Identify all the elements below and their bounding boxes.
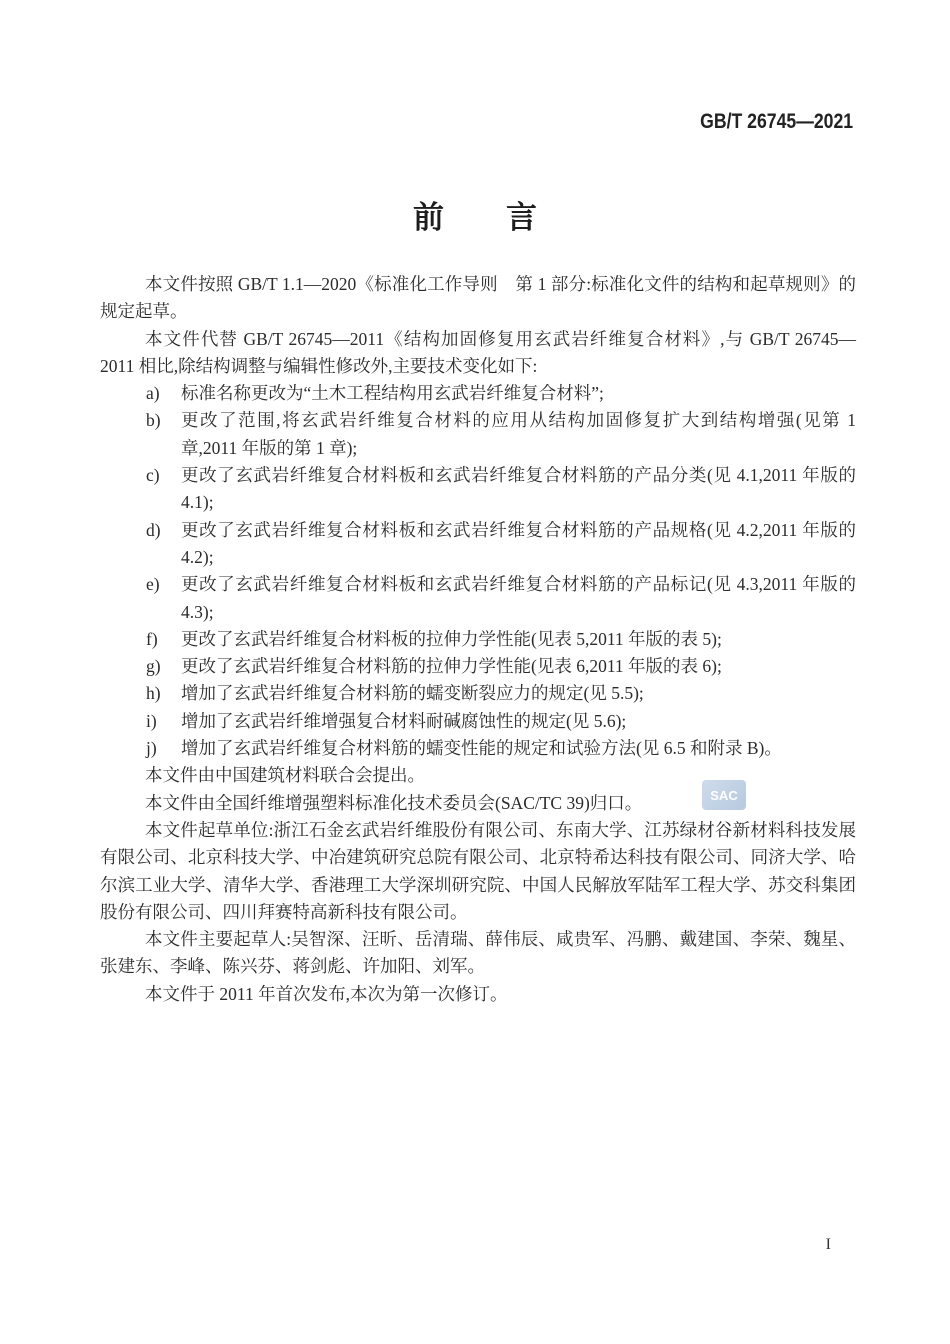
change-item	[100, 517, 856, 572]
change-item	[100, 708, 856, 735]
change-marker: h)	[146, 683, 161, 704]
change-marker: b)	[146, 410, 161, 431]
change-item	[100, 407, 856, 462]
change-text: 增加了玄武岩纤维复合材料筋的蠕变性能的规定和试验方法(见 6.5 和附录 B)。	[181, 738, 782, 759]
change-text: 标准名称更改为“土木工程结构用玄武岩纤维复合材料”;	[181, 383, 604, 404]
sac-watermark-icon: SAC	[702, 780, 746, 810]
outro-paragraph: 本文件由中国建筑材料联合会提出。	[145, 765, 425, 786]
standard-code: GB/T 26745—2021	[700, 110, 853, 133]
change-marker: e)	[146, 574, 160, 595]
change-item	[100, 626, 856, 653]
change-marker: i)	[146, 710, 157, 731]
change-item	[100, 462, 856, 517]
change-item	[100, 380, 856, 407]
change-marker: f)	[146, 628, 158, 649]
change-marker: d)	[146, 519, 161, 540]
outro-paragraph: 本文件于 2011 年首次发布,本次为第一次修订。	[145, 983, 508, 1004]
change-text: 增加了玄武岩纤维复合材料筋的蠕变断裂应力的规定(见 5.5);	[181, 683, 644, 704]
outro-paragraph: 本文件主要起草人:吴智深、汪昕、岳清瑞、薛伟辰、咸贵军、冯鹏、戴建国、李荣、魏星、张建东、李峰、陈兴芬、蒋剑彪、许加阳、刘军。	[100, 929, 856, 977]
outro-paragraph: 本文件起草单位:浙江石金玄武岩纤维股份有限公司、东南大学、江苏绿材谷新材料科技发展有限公司、北京科技大学、中冶建筑研究总院有限公司、北京特希达科技有限公司、同济大学、哈尔滨工业大学、清华大学、香港理工大学深圳研究院、中国人民解放军陆军工程大学、苏交科集团股份有限公司、四川拜赛特高新科技有限公司。	[100, 819, 856, 922]
change-text: 更改了玄武岩纤维复合材料板和玄武岩纤维复合材料筋的产品标记(见 4.3,2011 年版的 4.3);	[181, 574, 856, 622]
intro-paragraph: 本文件按照 GB/T 1.1—2020《标准化工作导则 第 1 部分:标准化文件的结构和起草规则》的规定起草。	[100, 274, 856, 322]
foreword-content	[100, 271, 856, 1008]
change-text: 更改了玄武岩纤维复合材料板和玄武岩纤维复合材料筋的产品分类(见 4.1,2011 年版的 4.1);	[181, 465, 856, 513]
change-text: 更改了玄武岩纤维复合材料板和玄武岩纤维复合材料筋的产品规格(见 4.2,2011 年版的 4.2);	[181, 519, 856, 567]
intro-paragraph: 本文件代替 GB/T 26745—2011《结构加固修复用玄武岩纤维复合材料》,与 GB/T 26745—2011 相比,除结构调整与编辑性修改外,主要技术变化如下:	[100, 328, 856, 376]
change-list	[100, 380, 856, 762]
change-text: 更改了玄武岩纤维复合材料筋的拉伸力学性能(见表 6,2011 年版的表 6);	[181, 656, 722, 677]
change-marker: g)	[146, 656, 161, 677]
foreword-title: 前 言	[413, 200, 537, 235]
change-item	[100, 571, 856, 626]
change-text: 增加了玄武岩纤维增强复合材料耐碱腐蚀性的规定(见 5.6);	[181, 710, 627, 731]
change-text: 更改了范围,将玄武岩纤维复合材料的应用从结构加固修复扩大到结构增强(见第 1 章,2011 年版的第 1 章);	[181, 410, 856, 458]
change-marker: j)	[146, 738, 157, 759]
outro-paragraph: 本文件由全国纤维增强塑料标准化技术委员会(SAC/TC 39)归口。	[145, 792, 643, 813]
change-marker: a)	[146, 383, 160, 404]
change-item	[100, 735, 856, 762]
change-item	[100, 653, 856, 680]
change-text: 更改了玄武岩纤维复合材料板的拉伸力学性能(见表 5,2011 年版的表 5);	[181, 628, 722, 649]
change-marker: c)	[146, 465, 160, 486]
page-number: I	[825, 1236, 831, 1253]
change-item	[100, 680, 856, 707]
